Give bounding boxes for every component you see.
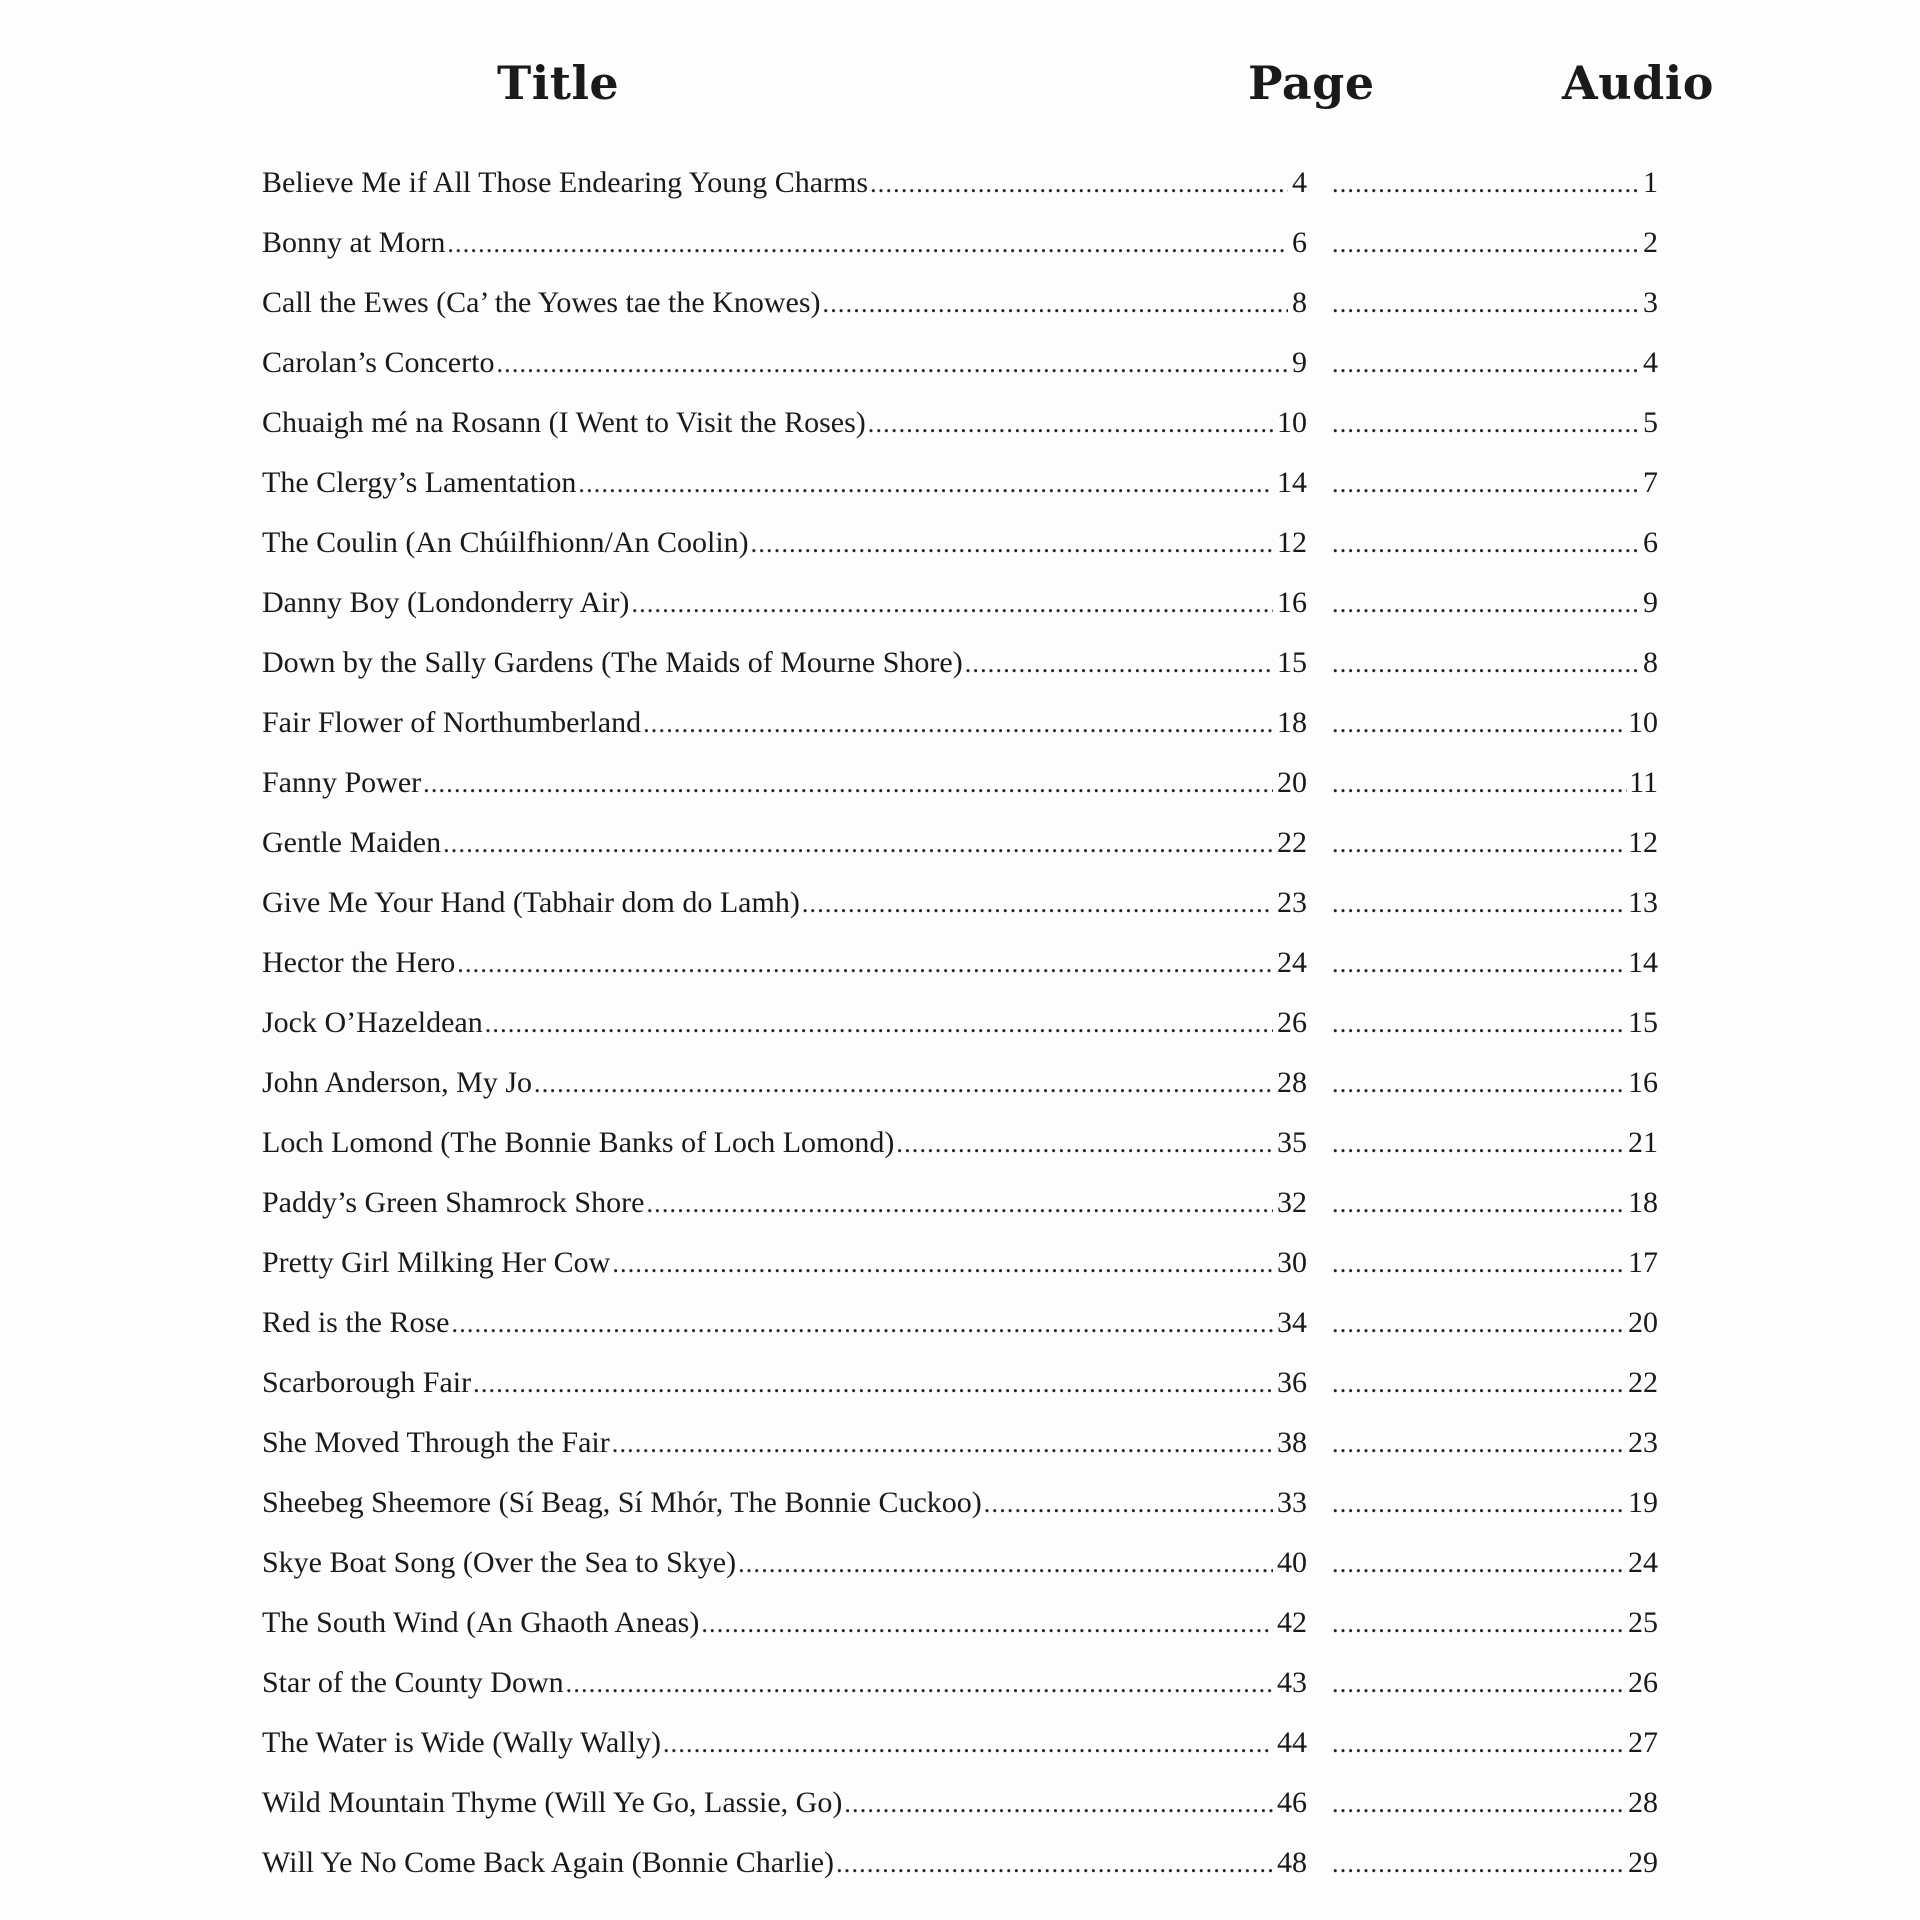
- title-and-page: [262, 638, 1307, 689]
- toc-entry: [0, 1478, 1920, 1538]
- audio-column: [1330, 1658, 1658, 1709]
- dot-leader: [423, 759, 1273, 809]
- toc-entry: [0, 1658, 1920, 1718]
- audio-column: [1330, 698, 1658, 749]
- page-number: 40: [1277, 1546, 1307, 1579]
- audio-column: [1330, 1058, 1658, 1109]
- dot-leader: [663, 1719, 1273, 1769]
- audio-column: [1330, 1358, 1658, 1409]
- toc-entry: [0, 338, 1920, 398]
- dot-leader: [1332, 1359, 1626, 1409]
- song-title: Danny Boy (Londonderry Air): [262, 586, 630, 619]
- dot-leader: [1332, 699, 1626, 749]
- dot-leader: [1332, 1239, 1626, 1289]
- audio-track-number: 19: [1628, 1486, 1658, 1519]
- dot-leader: [643, 699, 1273, 749]
- toc-entry: [0, 158, 1920, 218]
- song-title: The Water is Wide (Wally Wally): [262, 1726, 661, 1759]
- song-title: Chuaigh mé na Rosann (I Went to Visit the Roses): [262, 406, 866, 439]
- toc-entry: [0, 578, 1920, 638]
- audio-column: [1330, 1238, 1658, 1289]
- dot-leader: [802, 879, 1273, 929]
- song-title: Fair Flower of Northumberland: [262, 706, 642, 739]
- song-title: Skye Boat Song (Over the Sea to Skye): [262, 1546, 737, 1579]
- page-number: 43: [1277, 1666, 1307, 1699]
- toc-entry: [0, 1538, 1920, 1598]
- audio-column: [1330, 338, 1658, 389]
- audio-column: [1330, 998, 1658, 1049]
- title-and-page: [262, 218, 1307, 269]
- song-title: The South Wind (An Ghaoth Aneas): [262, 1606, 700, 1639]
- audio-column: [1330, 1778, 1658, 1829]
- dot-leader: [1332, 1719, 1626, 1769]
- title-and-page: [262, 1718, 1307, 1769]
- audio-track-number: 26: [1628, 1666, 1658, 1699]
- title-and-page: [262, 578, 1307, 629]
- page-number: 26: [1277, 1006, 1307, 1039]
- page-number: 32: [1277, 1186, 1307, 1219]
- song-title: Sheebeg Sheemore (Sí Beag, Sí Mhór, The Bonnie Cuckoo): [262, 1486, 982, 1519]
- dot-leader: [1332, 819, 1626, 869]
- dot-leader: [1332, 339, 1641, 389]
- audio-track-number: 18: [1628, 1186, 1658, 1219]
- audio-track-number: 8: [1643, 646, 1658, 679]
- title-and-page: [262, 518, 1307, 569]
- audio-column: [1330, 1298, 1658, 1349]
- title-and-page: [262, 1538, 1307, 1589]
- title-and-page: [262, 1238, 1307, 1289]
- song-title: Fanny Power: [262, 766, 422, 799]
- title-and-page: [262, 758, 1307, 809]
- audio-track-number: 21: [1628, 1126, 1658, 1159]
- audio-track-number: 7: [1643, 466, 1658, 499]
- toc-entry: [0, 1358, 1920, 1418]
- song-title: Hector the Hero: [262, 946, 456, 979]
- toc-entry: [0, 218, 1920, 278]
- audio-column: [1330, 1838, 1658, 1889]
- toc-entry: [0, 818, 1920, 878]
- dot-leader: [965, 639, 1273, 689]
- column-header-title: Title: [497, 56, 620, 110]
- page-number: 46: [1277, 1786, 1307, 1819]
- dot-leader: [1332, 459, 1641, 509]
- audio-track-number: 4: [1643, 346, 1658, 379]
- song-title: Paddy’s Green Shamrock Shore: [262, 1186, 645, 1219]
- audio-column: [1330, 818, 1658, 869]
- audio-track-number: 6: [1643, 526, 1658, 559]
- dot-leader: [1332, 1779, 1626, 1829]
- audio-column: [1330, 1478, 1658, 1529]
- title-and-page: [262, 1598, 1307, 1649]
- song-title: The Clergy’s Lamentation: [262, 466, 577, 499]
- page-number: 30: [1277, 1246, 1307, 1279]
- title-and-page: [262, 998, 1307, 1049]
- title-and-page: [262, 1358, 1307, 1409]
- toc-entry: [0, 278, 1920, 338]
- dot-leader: [447, 219, 1288, 269]
- dot-leader: [868, 399, 1273, 449]
- song-title: Scarborough Fair: [262, 1366, 472, 1399]
- audio-column: [1330, 458, 1658, 509]
- table-of-contents: [0, 158, 1920, 1898]
- title-and-page: [262, 1838, 1307, 1889]
- song-title: Red is the Rose: [262, 1306, 450, 1339]
- audio-track-number: 3: [1643, 286, 1658, 319]
- page-number: 28: [1277, 1066, 1307, 1099]
- dot-leader: [1332, 1659, 1626, 1709]
- title-and-page: [262, 1478, 1307, 1529]
- audio-track-number: 24: [1628, 1546, 1658, 1579]
- song-title: The Coulin (An Chúilfhionn/An Coolin): [262, 526, 749, 559]
- audio-track-number: 20: [1628, 1306, 1658, 1339]
- toc-entry: [0, 1058, 1920, 1118]
- dot-leader: [1332, 1119, 1626, 1169]
- dot-leader: [566, 1659, 1273, 1709]
- dot-leader: [1332, 879, 1626, 929]
- toc-entry: [0, 1118, 1920, 1178]
- page-number: 4: [1292, 166, 1307, 199]
- audio-column: [1330, 1418, 1658, 1469]
- page-number: 24: [1277, 946, 1307, 979]
- column-header-page: Page: [1248, 56, 1375, 110]
- dot-leader: [1332, 759, 1627, 809]
- dot-leader: [1332, 519, 1641, 569]
- audio-track-number: 27: [1628, 1726, 1658, 1759]
- page-number: 18: [1277, 706, 1307, 739]
- toc-entry: [0, 458, 1920, 518]
- audio-column: [1330, 878, 1658, 929]
- audio-track-number: 16: [1628, 1066, 1658, 1099]
- page-number: 22: [1277, 826, 1307, 859]
- page-number: 44: [1277, 1726, 1307, 1759]
- page-number: 8: [1292, 286, 1307, 319]
- song-title: Pretty Girl Milking Her Cow: [262, 1246, 611, 1279]
- dot-leader: [823, 279, 1289, 329]
- dot-leader: [1332, 1419, 1626, 1469]
- toc-entry: [0, 518, 1920, 578]
- audio-column: [1330, 278, 1658, 329]
- title-and-page: [262, 1118, 1307, 1169]
- song-title: Believe Me if All Those Endearing Young Charms: [262, 166, 869, 199]
- song-title: Bonny at Morn: [262, 226, 446, 259]
- toc-entry: [0, 1418, 1920, 1478]
- dot-leader: [1332, 399, 1641, 449]
- page-number: 14: [1277, 466, 1307, 499]
- dot-leader: [1332, 1839, 1626, 1889]
- toc-entry: [0, 1838, 1920, 1898]
- audio-column: [1330, 518, 1658, 569]
- audio-column: [1330, 158, 1658, 209]
- audio-track-number: 12: [1628, 826, 1658, 859]
- title-and-page: [262, 338, 1307, 389]
- audio-track-number: 11: [1629, 766, 1658, 799]
- song-title: Call the Ewes (Ca’ the Yowes tae the Knowes): [262, 286, 821, 319]
- toc-entry: [0, 1178, 1920, 1238]
- dot-leader: [485, 999, 1273, 1049]
- song-title: Give Me Your Hand (Tabhair dom do Lamh): [262, 886, 800, 919]
- audio-track-number: 10: [1628, 706, 1658, 739]
- toc-entry: [0, 878, 1920, 938]
- audio-track-number: 29: [1628, 1846, 1658, 1879]
- title-and-page: [262, 158, 1307, 209]
- song-title: Loch Lomond (The Bonnie Banks of Loch Lomond): [262, 1126, 895, 1159]
- song-title: Carolan’s Concerto: [262, 346, 495, 379]
- audio-track-number: 15: [1628, 1006, 1658, 1039]
- audio-track-number: 14: [1628, 946, 1658, 979]
- dot-leader: [896, 1119, 1273, 1169]
- page-number: 23: [1277, 886, 1307, 919]
- toc-entry: [0, 698, 1920, 758]
- dot-leader: [1332, 159, 1641, 209]
- title-and-page: [262, 278, 1307, 329]
- toc-entry: [0, 998, 1920, 1058]
- title-and-page: [262, 1658, 1307, 1709]
- audio-track-number: 22: [1628, 1366, 1658, 1399]
- toc-entry: [0, 1238, 1920, 1298]
- title-and-page: [262, 458, 1307, 509]
- dot-leader: [443, 819, 1273, 869]
- dot-leader: [612, 1239, 1273, 1289]
- song-title: John Anderson, My Jo: [262, 1066, 533, 1099]
- audio-track-number: 2: [1643, 226, 1658, 259]
- toc-entry: [0, 1778, 1920, 1838]
- song-title: Star of the County Down: [262, 1666, 564, 1699]
- toc-entry: [0, 758, 1920, 818]
- dot-leader: [1332, 1539, 1626, 1589]
- audio-column: [1330, 1178, 1658, 1229]
- audio-column: [1330, 1598, 1658, 1649]
- page-number: 38: [1277, 1426, 1307, 1459]
- audio-column: [1330, 758, 1658, 809]
- toc-entry: [0, 938, 1920, 998]
- page-number: 20: [1277, 766, 1307, 799]
- title-and-page: [262, 818, 1307, 869]
- dot-leader: [701, 1599, 1273, 1649]
- page-number: 36: [1277, 1366, 1307, 1399]
- title-and-page: [262, 1418, 1307, 1469]
- dot-leader: [1332, 999, 1626, 1049]
- dot-leader: [1332, 1299, 1626, 1349]
- dot-leader: [646, 1179, 1273, 1229]
- dot-leader: [457, 939, 1273, 989]
- title-and-page: [262, 878, 1307, 929]
- song-title: Will Ye No Come Back Again (Bonnie Charlie): [262, 1846, 835, 1879]
- toc-entry: [0, 398, 1920, 458]
- audio-track-number: 1: [1643, 166, 1658, 199]
- title-and-page: [262, 938, 1307, 989]
- song-title: Gentle Maiden: [262, 826, 442, 859]
- dot-leader: [452, 1299, 1274, 1349]
- title-and-page: [262, 698, 1307, 749]
- audio-track-number: 28: [1628, 1786, 1658, 1819]
- page-number: 12: [1277, 526, 1307, 559]
- toc-entry: [0, 1598, 1920, 1658]
- toc-entry: [0, 1718, 1920, 1778]
- audio-column: [1330, 398, 1658, 449]
- audio-track-number: 5: [1643, 406, 1658, 439]
- dot-leader: [751, 519, 1273, 569]
- page-number: 9: [1292, 346, 1307, 379]
- page-number: 35: [1277, 1126, 1307, 1159]
- page-number: 33: [1277, 1486, 1307, 1519]
- page-number: 10: [1277, 406, 1307, 439]
- audio-column: [1330, 938, 1658, 989]
- song-title: She Moved Through the Fair: [262, 1426, 610, 1459]
- page-number: 16: [1277, 586, 1307, 619]
- dot-leader: [534, 1059, 1273, 1109]
- dot-leader: [1332, 1599, 1626, 1649]
- audio-track-number: 13: [1628, 886, 1658, 919]
- dot-leader: [578, 459, 1273, 509]
- title-and-page: [262, 1298, 1307, 1349]
- song-title: Wild Mountain Thyme (Will Ye Go, Lassie, Go): [262, 1786, 843, 1819]
- audio-track-number: 17: [1628, 1246, 1658, 1279]
- dot-leader: [870, 159, 1288, 209]
- dot-leader: [836, 1839, 1273, 1889]
- page-number: 6: [1292, 226, 1307, 259]
- dot-leader: [1332, 1479, 1626, 1529]
- toc-entry: [0, 638, 1920, 698]
- audio-track-number: 25: [1628, 1606, 1658, 1639]
- song-title: Down by the Sally Gardens (The Maids of Mourne Shore): [262, 646, 963, 679]
- audio-column: [1330, 578, 1658, 629]
- dot-leader: [1332, 639, 1641, 689]
- toc-entry: [0, 1298, 1920, 1358]
- dot-leader: [1332, 219, 1641, 269]
- page-number: 48: [1277, 1846, 1307, 1879]
- dot-leader: [844, 1779, 1273, 1829]
- audio-track-number: 23: [1628, 1426, 1658, 1459]
- title-and-page: [262, 1778, 1307, 1829]
- dot-leader: [1332, 579, 1641, 629]
- dot-leader: [612, 1419, 1273, 1469]
- dot-leader: [984, 1479, 1273, 1529]
- audio-column: [1330, 638, 1658, 689]
- column-header-audio: Audio: [1562, 56, 1714, 110]
- page-number: 15: [1277, 646, 1307, 679]
- dot-leader: [1332, 1179, 1626, 1229]
- audio-column: [1330, 1538, 1658, 1589]
- dot-leader: [738, 1539, 1273, 1589]
- dot-leader: [1332, 939, 1626, 989]
- title-and-page: [262, 1178, 1307, 1229]
- title-and-page: [262, 1058, 1307, 1109]
- audio-column: [1330, 1118, 1658, 1169]
- dot-leader: [1332, 1059, 1626, 1109]
- audio-column: [1330, 218, 1658, 269]
- song-title: Jock O’Hazeldean: [262, 1006, 483, 1039]
- dot-leader: [631, 579, 1273, 629]
- title-and-page: [262, 398, 1307, 449]
- page-number: 42: [1277, 1606, 1307, 1639]
- dot-leader: [496, 339, 1288, 389]
- dot-leader: [473, 1359, 1273, 1409]
- audio-column: [1330, 1718, 1658, 1769]
- audio-track-number: 9: [1643, 586, 1658, 619]
- dot-leader: [1332, 279, 1641, 329]
- page-number: 34: [1277, 1306, 1307, 1339]
